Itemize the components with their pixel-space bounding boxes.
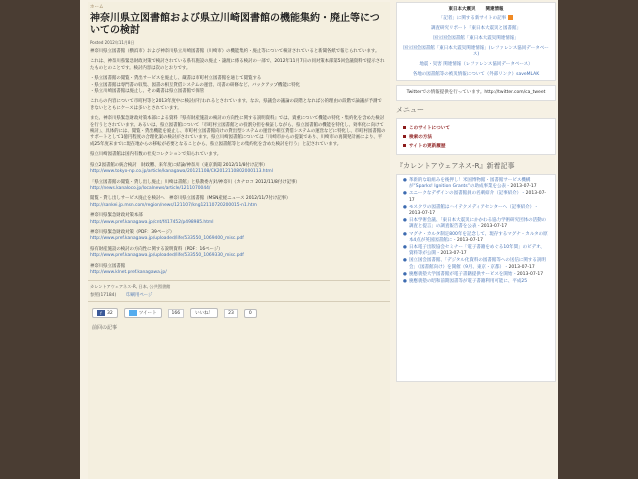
disaster-link[interactable]: 調査研究リポート「東日本大震災と図書館」 xyxy=(431,26,521,31)
disaster-link[interactable]: 各地の図書館等の被災情報について（外部リンク）saveMLAK xyxy=(412,72,540,77)
square-bullet-icon xyxy=(403,135,406,138)
menu-item-label: サイトの更新履歴 xyxy=(409,143,446,149)
reference-link-label: 県有財産施設の検討の方向性に関する説明資料（PDF：16ページ） xyxy=(90,246,223,252)
reference-link-label: 神奈川県緊急財政対策（PDF：39ページ） xyxy=(90,229,175,235)
news-item[interactable]: ● モスクワの図書館はハイテクメディアセンターへ（記事紹介） - 2013-07-17 xyxy=(403,204,538,217)
menu-item-search-help[interactable] xyxy=(403,132,549,141)
reference-link-label: 神奈川県緊急財政対策本部 xyxy=(90,213,143,219)
print-link[interactable]: 印刷用ページ xyxy=(126,293,153,299)
previous-article-heading: 前回の記事 xyxy=(92,325,118,332)
posted-date: Posted 2012年11月8日 xyxy=(90,40,135,45)
menu-heading: メニュー xyxy=(396,106,424,114)
news-heading: 『カレントアウェアネス-R』新着記事 xyxy=(396,162,515,170)
tag-list[interactable]: カレントアウェアネス-R, 日本, 公共図書館 xyxy=(90,284,171,290)
news-item[interactable]: ● マグナ・カルタ制定800年を記念して、現存するマグナ・カルタの原本4点が英国図書館に - 2013-07-17 xyxy=(403,231,548,243)
reference-link xyxy=(90,180,386,193)
breadcrumb[interactable]: ホーム xyxy=(90,5,104,10)
reference-link-url[interactable]: http://www.klnet.pref.kanagawa.jp/ xyxy=(90,269,167,275)
news-item-date: 2013-07-17 xyxy=(408,191,547,203)
paragraph-list: ・県立図書館の閲覧・貸出サービスを廃止し、蔵書は市町村立図書館を通じて閲覧する ・県立図書館は専門書の収集、図書の相互貸借システムの運営、司書の研修など、バックアップ機能に特化 ・県立川崎図書館は廃止し、その蔵書は県立図書館で保管 xyxy=(90,76,301,95)
news-item[interactable]: ● 国立国会図書館、「デジタル化資料の図書館等への送信に関する説明会」（図書館向け）を開催（9月、東京・京都） - 2013-07-17 xyxy=(403,258,546,270)
paragraph: また、神奈川県緊急財政対策本部による資料『県有財産施設の検討の方向性に関する説明資料』では、貴重について機能の特化・集約化を含めた検討を行うとされています。あるいは、県立図書館について「市町村立図書館との役割分担を検証しながら、県立図書館の機能を特化し、効率化に向けて検討」、具体的には、閲覧・貸出機能を廃止し、市町村立図書館向けの貸出型システムの運営や相互貸借システムの運営などに特化し、市町村図書館のサポートとして1億円程度の合理化案の検討がされています。県立川崎図書館については「川崎市からの提案であり、川崎市の再開発計画により、平成25年度末までに現在地からの移転が必要となることから、県立図書館等との集約化を含めた検討を行う」と記されています。 xyxy=(90,116,386,147)
paragraph: 神奈川県立図書館（横浜市）および神奈川県立川崎図書館（川崎市）の機能集約・廃止等について検討されていると新聞各紙で報じられています。 xyxy=(90,49,380,54)
plus-count: 0 xyxy=(248,310,252,316)
tweet-label: ツイート xyxy=(138,311,157,317)
news-item-title: 革新的な取組みを後押し！米国博物館・図書館サービス機構が“Sparks! Ignition Grants”の助成事業を公表 xyxy=(408,178,531,190)
divider xyxy=(88,280,390,281)
reference-link-url[interactable]: http://www.pref.kanagawa.jp/uploaded/life/533550_1069330_misc.pdf xyxy=(90,253,244,259)
twitter-info[interactable]: Twitterでの情報提供を行っています。http://twitter.com/ca_tweet xyxy=(406,90,546,95)
reference-link-url[interactable]: http://www.pref.kanagawa.jp/cnt/f417452/p498985.html xyxy=(90,219,214,225)
news-item-date: 2013-07-17 xyxy=(408,211,436,217)
square-bullet-icon xyxy=(403,144,406,147)
disaster-info-header-right: 関連情報 xyxy=(485,7,504,12)
paragraph: これらの内容について市町村等と2013年度中に検討が行われるとされています。なお、県議会の議論の段階となれば公的理由の段階で論議が予測できないとともにケースは多いとされています。 xyxy=(90,99,382,111)
like-count: 23 xyxy=(224,309,238,318)
article-body xyxy=(90,49,386,276)
news-item-date: 2013-07-17 xyxy=(480,224,508,230)
bullet-icon: ● xyxy=(403,279,407,285)
news-item-title: 日本学術会議、「東日本大震災にかかわる協力学術研究団体の活動の調査と提言」の調査報告書を公表 xyxy=(408,218,547,230)
facebook-count: 32 xyxy=(107,310,113,316)
news-item-title: 日本電子出版協会セミナー「電子書籍をめぐる10年間」のビデオ、資料等が公開 xyxy=(408,245,545,257)
disaster-link[interactable]: 地震・災害 関連情報（レファレンス協同データベース） xyxy=(419,62,533,67)
disaster-link[interactable]: 国立国会図書館「東日本大震災関連情報」 xyxy=(433,36,519,41)
reference-link-url[interactable]: http://sankei.jp.msn.com/region/news/121107/kng12110720200015-n1.htm xyxy=(90,202,257,208)
disaster-info-header-left: 東日本大震災 xyxy=(448,7,476,12)
menu-item-history[interactable] xyxy=(403,141,549,150)
news-item[interactable]: ● ユニークなデザインの図書館員の名刺紹介（記事紹介） - 2013-07-17 xyxy=(403,191,547,203)
facebook-icon: f xyxy=(97,310,105,316)
like-label: いいね！ xyxy=(195,311,214,317)
reference-link-url[interactable]: http://news.kanaloco.jp/localnews/article/1211070044/ xyxy=(90,185,211,191)
menu-item-label: このサイトについて xyxy=(409,125,450,131)
paragraph: これは、神奈川県緊急財政対策で検討されている県有施設の廃止・譲渡に係る検討の一部で、2012年11月7日の同対策本部第5回会議資料で提示されたものとのことです。検討内容は次のとおりです。 xyxy=(90,59,385,71)
news-item-title: モスクワの図書館はハイテクメディアセンターへ（記事紹介） xyxy=(408,204,535,210)
share-bar xyxy=(92,308,390,318)
square-bullet-icon xyxy=(403,126,406,129)
bullet-icon: ● xyxy=(403,178,407,183)
tweet-count: 166 xyxy=(168,309,185,318)
news-item-date: 2013-07-17 xyxy=(508,264,535,270)
news-item-title: マグナ・カルタ制定800年を記念して、現存するマグナ・カルタの原本4点が英国図書館に xyxy=(408,231,548,243)
news-list xyxy=(396,174,556,382)
news-item-title: 慶應義塾の昭和前期図書等が電子書籍利用可能に、平成25 xyxy=(408,279,528,285)
bullet-icon: ● xyxy=(403,191,407,197)
page-container xyxy=(80,0,558,479)
news-item[interactable] xyxy=(403,279,549,285)
bullet-icon: ● xyxy=(403,231,407,237)
plus-button[interactable] xyxy=(244,309,257,318)
menu-item-label: 検索の方法 xyxy=(409,134,432,140)
disaster-info-header xyxy=(397,3,555,13)
facebook-share-button[interactable] xyxy=(92,308,118,318)
rss-icon[interactable] xyxy=(508,15,513,20)
disaster-link[interactable]: 国立国会図書館「東日本大震災関連情報」(レファレンス協同データベース) xyxy=(403,46,549,57)
twitter-icon xyxy=(129,310,137,316)
reference-link-url[interactable]: http://www.pref.kanagawa.jp/uploaded/life/533550_1069400_misc.pdf xyxy=(90,236,244,242)
tweet-button[interactable] xyxy=(124,308,162,318)
reference-link xyxy=(90,196,386,209)
news-item[interactable]: ● 慶應義塾大学図書館が電子書籍提供サービスを開始 - 2013-07-17 xyxy=(403,271,544,277)
view-count: 参照(17184) xyxy=(90,293,117,299)
reference-link xyxy=(90,264,386,277)
news-item[interactable]: ● 革新的な取組みを後押し！米国博物館・図書館サービス機構が“Sparks! Ignition Grants”の助成事業を公表 - 2013-07-17 xyxy=(403,178,537,190)
disaster-info-box xyxy=(396,2,556,81)
menu-box xyxy=(396,118,556,155)
twitter-box xyxy=(396,85,556,101)
disaster-link-label: 「記者」に関する新サイトの記事 xyxy=(438,16,507,21)
article-title[interactable]: 神奈川県立図書館および県立川崎図書館の機能集約・廃止等についての検討 xyxy=(90,13,380,36)
disaster-link[interactable] xyxy=(397,13,555,24)
bullet-icon: ● xyxy=(403,204,407,210)
article-meta xyxy=(90,292,390,298)
reference-link-label: 「県立図書館の閲覧・貸し出し廃止」川崎は書館」と県教委方針/神奈川（カナロコ 2012/11/8付け記事） xyxy=(90,179,300,185)
news-item-title: 国立国会図書館、「デジタル化資料の図書館等への送信に関する説明会」（図書館向け）を開催（9月、東京・京都） xyxy=(408,258,546,270)
bullet-icon: ● xyxy=(403,258,407,264)
divider xyxy=(88,301,390,302)
reference-link xyxy=(90,247,386,260)
news-item-date: 2013-07-17 xyxy=(456,237,483,243)
like-button[interactable] xyxy=(190,308,218,318)
reference-link-label: 神奈川県立図書館 xyxy=(90,263,126,269)
news-item[interactable]: ● 日本電子出版協会セミナー「電子書籍をめぐる10年間」のビデオ、資料等が公開 - 2013-07-17 xyxy=(403,245,545,257)
news-item-date: 2013-07-17 xyxy=(440,251,467,257)
bullet-icon: ● xyxy=(403,245,407,251)
news-item[interactable]: ● 日本学術会議、「東日本大震災にかかわる協力学術研究団体の活動の調査と提言」の調査報告書を公表 - 2013-07-17 xyxy=(403,218,547,230)
reference-link-label: 閲覧・貸し出しサービス廃止を検討へ 神奈川県立図書館（MSN産経ニュース 2012/11/7付け記事） xyxy=(90,196,291,202)
news-item-title: ユニークなデザインの図書館員の名刺紹介（記事紹介） xyxy=(408,191,522,197)
reference-link-url[interactable]: http://www.tokyo-np.co.jp/article/kanagawa/20121108/CK2012110802000113.html xyxy=(90,169,273,175)
reference-link xyxy=(90,213,386,226)
news-item-date: 2013-07-17 xyxy=(516,271,544,277)
reference-link-label: 県立2図書館の統合検討 財政難、来年度に結論/神奈川（東京新聞 2012/11/8付け記事） xyxy=(90,162,268,168)
news-item-date: 2013-07-17 xyxy=(510,184,537,190)
news-item-title: 慶應義塾大学図書館が電子書籍提供サービスを開始 xyxy=(408,271,513,277)
paragraph: 県立川崎図書館は国内有数の社史コレクションで知られています。 xyxy=(90,152,222,158)
reference-link xyxy=(90,163,386,176)
bullet-icon: ● xyxy=(403,271,407,277)
main-column xyxy=(88,2,390,479)
reference-link xyxy=(90,230,386,243)
sidebar xyxy=(396,2,556,479)
menu-item-about[interactable] xyxy=(403,123,549,132)
bullet-icon: ● xyxy=(403,218,407,224)
